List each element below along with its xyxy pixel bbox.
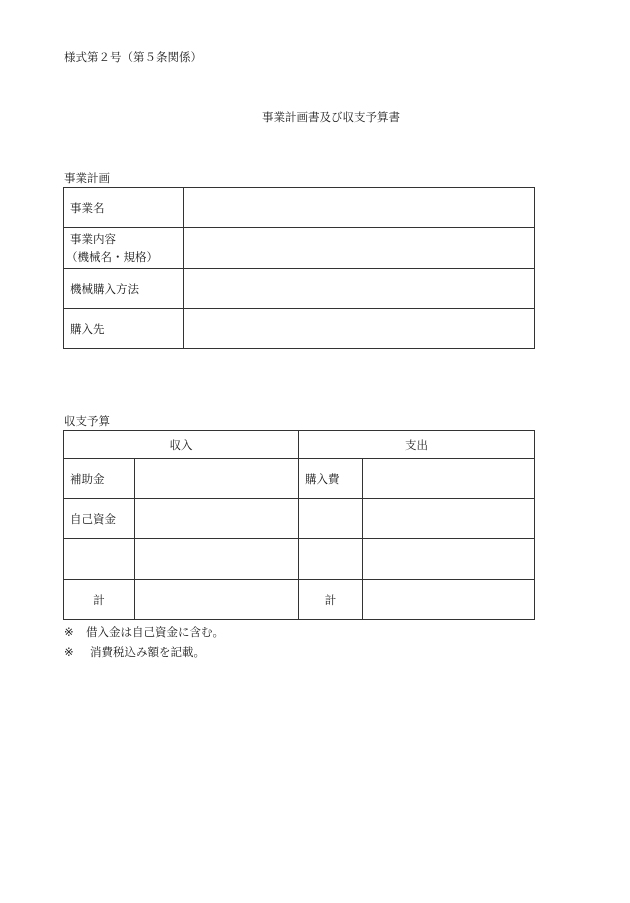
income-value[interactable] [135,459,299,499]
note-mark: ※ [64,645,74,659]
income-value[interactable] [135,539,299,580]
plan-heading: 事業計画 [64,171,110,185]
table-row [64,431,535,459]
income-header: 収入 [64,431,299,459]
expense-value[interactable] [363,539,535,580]
table-row [64,269,535,309]
note-tax [64,644,205,660]
plan-label-content [64,228,184,269]
plan-value-method[interactable] [184,269,535,309]
budget-heading: 収支予算 [64,414,110,428]
expense-value[interactable] [363,499,535,539]
budget-table [63,430,535,620]
plan-label-supplier: 購入先 [64,309,184,349]
table-row [64,539,535,580]
plan-label-name: 事業名 [64,188,184,228]
note-text: 借入金は自己資金に含む。 [86,625,224,639]
table-row [64,459,535,499]
plan-label-method: 機械購入方法 [64,269,184,309]
table-row [64,228,535,269]
expense-label [299,539,363,580]
income-label: 補助金 [64,459,135,499]
note-loan [64,624,224,640]
table-row [64,309,535,349]
expense-total-value[interactable] [363,580,535,620]
note-text: 消費税込み額を記載。 [90,645,205,659]
income-label: 自己資金 [64,499,135,539]
plan-value-content[interactable] [184,228,535,269]
table-row [64,188,535,228]
income-label [64,539,135,580]
income-total-label: 計 [64,580,135,620]
note-mark: ※ [64,625,74,639]
expense-label: 購入費 [299,459,363,499]
income-value[interactable] [135,499,299,539]
table-row [64,580,535,620]
plan-value-name[interactable] [184,188,535,228]
expense-header: 支出 [299,431,535,459]
plan-table [63,187,535,349]
income-total-value[interactable] [135,580,299,620]
form-number: 様式第２号（第５条関係） [64,50,202,64]
expense-value[interactable] [363,459,535,499]
page-title: 事業計画書及び収支予算書 [262,110,400,124]
plan-value-supplier[interactable] [184,309,535,349]
plan-label-content-main: 事業内容 [70,232,116,246]
table-row [64,499,535,539]
expense-label [299,499,363,539]
expense-total-label: 計 [299,580,363,620]
plan-label-content-sub: （機械名・規格） [66,250,158,264]
